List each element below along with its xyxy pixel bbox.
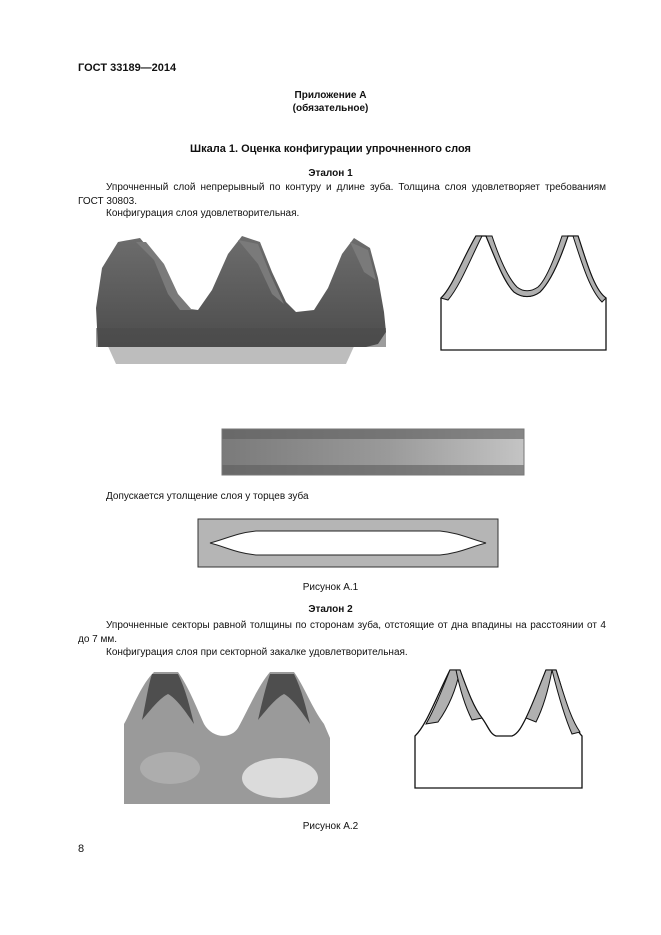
tooth-diagram-2 bbox=[412, 664, 586, 792]
etalon2-text2: Конфигурация слоя при секторной закалке удовлетворительная. bbox=[106, 647, 408, 658]
etalon1-heading: Эталон 1 bbox=[308, 168, 353, 179]
etalon2-heading: Эталон 2 bbox=[308, 604, 353, 615]
scale-title: Шкала 1. Оценка конфигурации упрочненного слоя bbox=[190, 143, 471, 155]
etalon1-text2: Конфигурация слоя удовлетворительная. bbox=[106, 208, 300, 219]
appendix-subtitle: (обязательное) bbox=[292, 103, 369, 114]
figure-a2-caption: Рисунок А.2 bbox=[302, 821, 359, 832]
etalon1-text1: Упрочненный слой непрерывный по контуру и длине зуба. Толщина слоя удовлетворяет требованиям ГОСТ 30803. bbox=[78, 182, 606, 207]
appendix-title: Приложение А bbox=[294, 90, 367, 101]
figure-a1-caption: Рисунок А.1 bbox=[302, 582, 359, 593]
gear-photo-2 bbox=[120, 668, 332, 806]
tooth-length-diagram bbox=[196, 517, 500, 569]
etalon2-text1: Упрочненные секторы равной толщины по сторонам зуба, отстоящие от дна впадины на расстоянии от 4 до 7 мм. bbox=[78, 620, 606, 645]
tooth-diagram-1 bbox=[438, 230, 610, 355]
gear-photo-1 bbox=[88, 232, 388, 368]
page-number: 8 bbox=[78, 843, 85, 855]
etalon1-note: Допускается утолщение слоя у торцев зуба bbox=[106, 491, 309, 502]
tooth-length-photo bbox=[220, 427, 526, 477]
standard-header: ГОСТ 33189—2014 bbox=[78, 62, 177, 74]
